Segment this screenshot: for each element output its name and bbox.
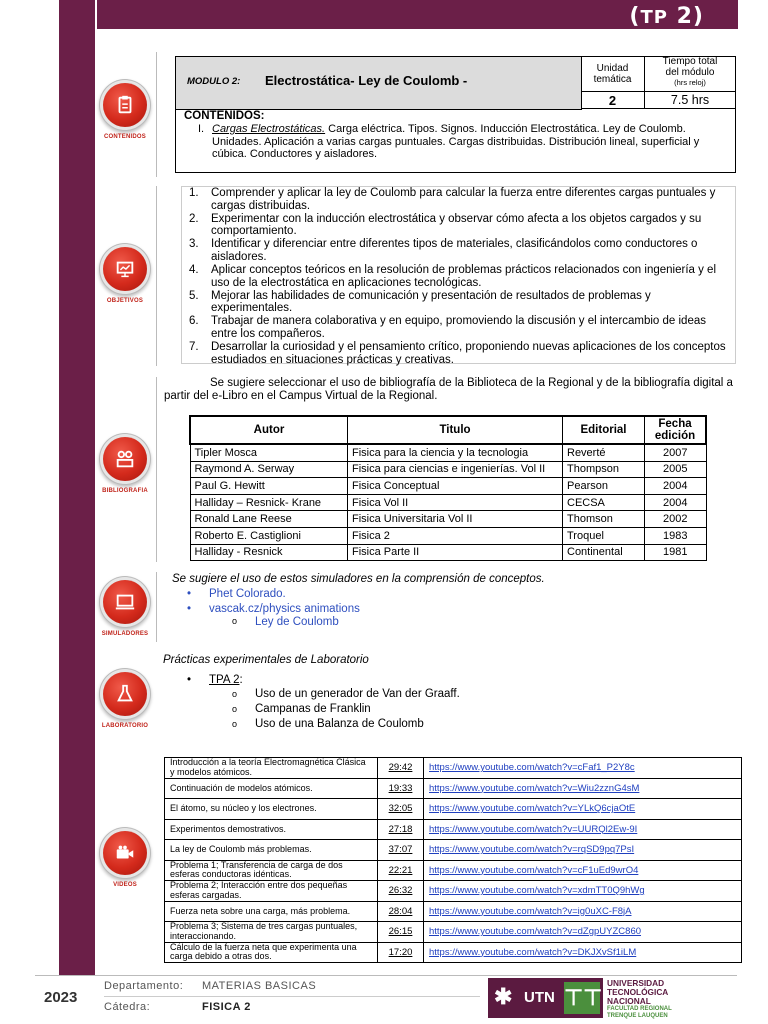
video-link[interactable]: https://www.youtube.com/watch?v=rqSD9pq7PsI (429, 844, 635, 855)
table-row: Experimentos demostrativos. 27:18 https://www.youtube.com/watch?v=UURQl2Ew-9I (165, 819, 742, 840)
frtl-emblem-icon: ⊤⊤ (564, 982, 600, 1014)
tiempo-value: 7.5 hrs (645, 92, 735, 109)
module-title: Electrostática- Ley de Coulomb - (265, 73, 468, 88)
unidad-label: Unidad temática (581, 57, 645, 92)
table-row: Paul G. Hewitt Fisica Conceptual Pearson 2004 (190, 478, 706, 495)
table-row: Cálculo de la fuerza neta que experimenta una carga debido a otras dos. 17:20 https://www.youtube.com/watch?v=DKJXvSf1iLM (165, 942, 742, 963)
simuladores-icon: SIMULADORES (101, 580, 149, 637)
table-row: Problema 3; Sistema de tres cargas puntuales, interaccionando. 26:15 https://www.youtube.com/watch?v=dZgpUYZC860 (165, 922, 742, 943)
table-row: Halliday – Resnick- Krane Fisica Vol II CECSA 2004 (190, 494, 706, 511)
footer-year: 2023 (44, 989, 78, 1006)
bibliografia-table (189, 415, 707, 561)
circle-bullet-icon: o (232, 704, 238, 714)
objetivo-item: 4. Aplicar conceptos teóricos en la resolución de problemas prácticos relacionados con ingeniería y el uso de la electrostática en aplicaciones tecnológicas. (189, 264, 717, 289)
link-phet-colorado[interactable]: Phet Colorado. (209, 588, 286, 600)
section-divider (156, 572, 157, 642)
contenidos-heading: CONTENIDOS: (184, 110, 265, 122)
table-row: Ronald Lane Reese Fisica Universitaria Vol II Thomson 2002 (190, 511, 706, 528)
table-row: El átomo, su núcleo y los electrones. 32:05 https://www.youtube.com/watch?v=YLkQ6cjaOtE (165, 799, 742, 820)
objetivo-item: 7. Desarrollar la curiosidad y el pensamiento crítico, proponiendo nuevas aplicaciones de los conceptos estudiados en situaciones prácticas y creativas. (189, 341, 726, 366)
table-row: Fuerza neta sobre una carga, más problema. 28:04 https://www.youtube.com/watch?v=ig0uXC-F8jA (165, 901, 742, 922)
video-link[interactable]: https://www.youtube.com/watch?v=dZgpUYZC860 (429, 926, 642, 937)
top-banner (97, 0, 738, 29)
circle-bullet-icon: o (232, 689, 238, 699)
tpa-label: TPA 2: (209, 674, 243, 686)
footer-separator (104, 996, 480, 997)
lab-item: Uso de una Balanza de Coulomb (255, 718, 424, 730)
video-link[interactable]: https://www.youtube.com/watch?v=YLkQ6cjaOtE (429, 803, 636, 814)
objetivo-item: 6. Trabajar de manera colaborativa y en equipo, promoviendo la discusión y el intercambio de ideas entre los compañeros. (189, 315, 706, 341)
contenidos-icon: CONTENIDOS (101, 83, 149, 140)
video-link[interactable]: https://www.youtube.com/watch?v=Wiu2zznG4sM (429, 782, 640, 794)
tiempo-label: Tiempo total del módulo (hrs reloj) (645, 57, 735, 92)
col-editorial: Editorial (563, 416, 645, 444)
dept-label: Departamento: (104, 980, 184, 992)
video-link[interactable]: https://www.youtube.com/watch?v=ig0uXC-F8jA (429, 905, 632, 917)
table-header-row (190, 416, 706, 444)
table-row: La ley de Coulomb más problemas. 37:07 https://www.youtube.com/watch?v=rqSD9pq7PsI (165, 840, 742, 861)
bullet-icon: • (187, 603, 192, 615)
utn-logo: ✱ UTN (488, 978, 603, 1018)
video-link[interactable]: https://www.youtube.com/watch?v=UURQl2Ew-9I (429, 823, 638, 835)
bibliografia-icon: BIBLIOGRAFIA (101, 437, 149, 494)
lab-item: Uso de un generador de Van der Graaff. (255, 688, 460, 700)
module-header-box (175, 56, 736, 173)
table-row: Problema 1; Transferencia de carga de dos esferas conductoras idénticas. 22:21 https://www.youtube.com/watch?v=cF1uEd9wrO4 (165, 860, 742, 881)
section-divider (156, 186, 157, 366)
videos-icon: VIDEOS (101, 831, 149, 888)
circle-bullet-icon: o (232, 719, 238, 729)
link-ley-de-coulomb[interactable]: Ley de Coulomb (255, 616, 339, 628)
contenidos-item: I. Cargas Electrostáticas. Carga eléctrica. Tipos. Signos. Inducción Electrostática. Ley de Coulomb. Unidades. Aplicación a varias cargas puntuales. Cargas distribuidas. Distribución lineal, superficial y cúbica. Conductores y aisladores. (198, 122, 700, 161)
objetivo-item: 1. Comprender y aplicar la ley de Coulomb para calcular la fuerza entre diferentes cargas puntuales y cargas distribuidas. (189, 187, 716, 212)
utn-emblem-icon: ✱ (494, 984, 513, 1009)
video-link[interactable]: https://www.youtube.com/watch?v=DKJXvSf1iLM (429, 946, 637, 958)
catedra-label: Cátedra: (104, 1001, 151, 1013)
contenidos-topic: Cargas Electrostáticas. (212, 122, 326, 135)
sidebar-band (59, 0, 95, 975)
objetivos-icon: OBJETIVOS (101, 247, 149, 304)
table-row: Roberto E. Castiglioni Fisica 2 Troquel 1983 (190, 527, 706, 544)
objetivo-item: 5. Mejorar las habilidades de comunicación y presentación de resultados de problemas y experimentales. (189, 289, 651, 315)
tp-label: (TP 2) (629, 4, 704, 29)
university-name: UNIVERSIDAD TECNOLÓGICA NACIONAL FACULTAD REGIONAL TRENQUE LAUQUEN (607, 978, 672, 1019)
objetivo-item: 2. Experimentar con la inducción electrostática y observar cómo afecta a los objetos cargados y su comportamiento. (189, 212, 702, 238)
laboratorio-intro: Prácticas experimentales de Laboratorio (163, 654, 369, 666)
table-row: Continuación de modelos atómicos. 19:33 https://www.youtube.com/watch?v=Wiu2zznG4sM (165, 778, 742, 799)
bullet-icon: • (187, 588, 192, 600)
table-row: Tipler Mosca Fisica para la ciencia y la tecnologia Reverté 2007 (190, 444, 706, 461)
contenidos-block (184, 110, 729, 161)
videos-table (164, 757, 742, 963)
table-row: Introducción a la teoría Electromagnética Clásica y modelos atómicos. 29:42 https://www.youtube.com/watch?v=cFaf1_P2Y8c (165, 758, 742, 779)
link-vascak[interactable]: vascak.cz/physics animations (209, 603, 360, 615)
col-titulo: Titulo (348, 416, 563, 444)
circle-bullet-icon: o (232, 616, 238, 626)
bibliografia-intro: Se sugiere seleccionar el uso de bibliografía de la Biblioteca de la Regional y de la bibliografía digital a partir del e-Libro en el Campus Virtual de la Regional. (164, 377, 733, 402)
col-autor: Autor (190, 416, 348, 444)
table-row: Halliday - Resnick Fisica Parte II Continental 1981 (190, 544, 706, 561)
section-divider (156, 377, 157, 562)
simuladores-intro: Se sugiere el uso de estos simuladores en la comprensión de conceptos. (172, 573, 545, 585)
module-label: MODULO 2: (187, 76, 241, 87)
footer-divider (35, 975, 737, 976)
table-row: Raymond A. Serway Fisica para ciencias e ingenierías. Vol II Thompson 2005 (190, 461, 706, 478)
video-link[interactable]: https://www.youtube.com/watch?v=cF1uEd9wrO4 (429, 864, 639, 876)
laboratorio-icon: LABORATORIO (101, 672, 149, 729)
catedra-value: FISICA 2 (202, 1001, 251, 1013)
video-link[interactable]: https://www.youtube.com/watch?v=xdmTT0Q9hWg (429, 885, 645, 896)
table-row: Problema 2; Interacción entre dos pequeñas esferas cargadas. 26:32 https://www.youtube.com/watch?v=xdmTT0Q9hWg (165, 881, 742, 902)
unidad-value: 2 (581, 92, 645, 109)
module-title-cell (176, 57, 582, 110)
dept-value: MATERIAS BASICAS (202, 980, 317, 992)
video-link[interactable]: https://www.youtube.com/watch?v=cFaf1_P2Y8c (429, 762, 635, 773)
col-fecha: Fecha edición (645, 416, 707, 444)
bullet-icon: • (187, 674, 192, 686)
objetivos-box (181, 186, 736, 364)
lab-item: Campanas de Franklin (255, 703, 371, 715)
objetivo-item: 3. Identificar y diferenciar entre diferentes tipos de materiales, clasificándolos como conductores o aisladores. (189, 238, 698, 263)
section-divider (156, 52, 157, 177)
